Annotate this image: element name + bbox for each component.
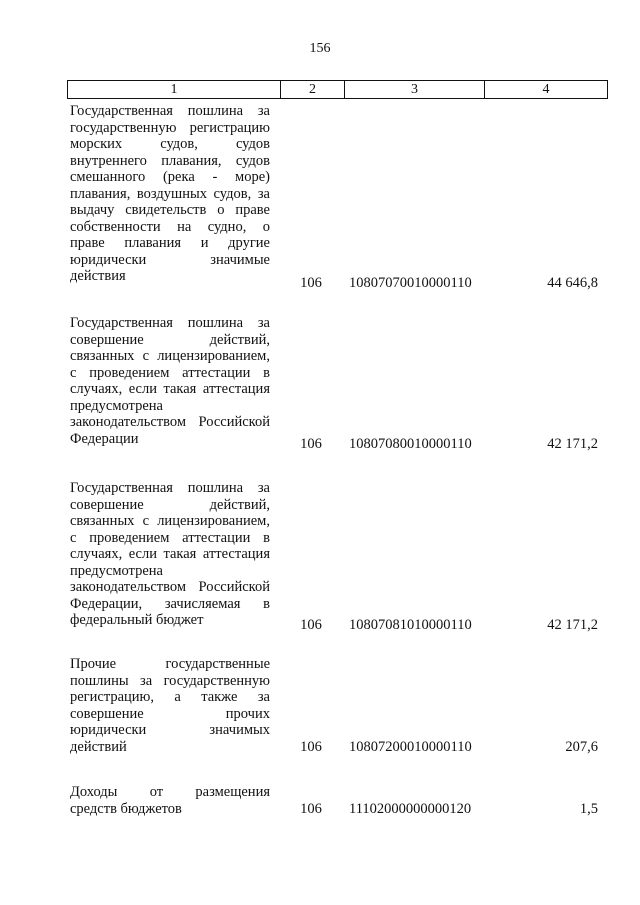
description-line: Доходы от размещения: [70, 784, 270, 800]
description-line: юридически значимые: [70, 251, 270, 268]
description-line: Прочие государственные: [70, 656, 270, 672]
table-header: [67, 80, 608, 99]
description-line: Государственная пошлина за: [70, 103, 270, 119]
description-line: совершение прочих: [70, 705, 270, 722]
description-line: выдачу свидетельств о праве: [70, 202, 270, 218]
row-description: [70, 480, 270, 629]
description-line: собственности на судно, о: [70, 218, 270, 235]
row-code: 106: [300, 801, 322, 817]
row-code: 106: [300, 436, 322, 452]
description-line: связанных с лицензированием,: [70, 513, 270, 529]
description-line: пошлины за государственную: [70, 672, 270, 689]
description-line: законодательством Российской: [70, 579, 270, 595]
row-kbk: 11102000000000120: [349, 801, 472, 817]
row-description: [70, 784, 270, 817]
row-kbk: 10807070010000110: [349, 275, 472, 291]
row-amount: 42 171,2: [547, 436, 598, 452]
description-line: Федерации, зачисляемая в: [70, 595, 270, 612]
row-amount: 207,6: [565, 739, 598, 755]
description-line: внутреннего плавания, судов: [70, 152, 270, 169]
row-amount: 44 646,8: [547, 275, 598, 291]
description-line: государственную регистрацию: [70, 119, 270, 136]
description-line: предусмотрена: [70, 397, 163, 414]
description-line: Государственная пошлина за: [70, 480, 270, 496]
row-description: [70, 656, 270, 755]
column-header-4: 4: [484, 81, 607, 98]
row-kbk: 10807200010000110: [349, 739, 472, 755]
description-line: с проведением аттестации в: [70, 529, 270, 546]
description-line: морских судов, судов: [70, 136, 270, 152]
description-line: случаях, если такая аттестация: [70, 381, 270, 397]
description-line: юридически значимых: [70, 722, 270, 738]
description-line: плавания, воздушных судов, за: [70, 185, 270, 202]
description-line: праве плавания и другие: [70, 235, 270, 251]
description-line: связанных с лицензированием,: [70, 348, 270, 364]
column-header-1: 1: [170, 82, 178, 97]
description-line: Государственная пошлина за: [70, 315, 270, 331]
row-amount: 42 171,2: [547, 617, 598, 633]
description-line: Федерации: [70, 430, 139, 447]
row-amount: 1,5: [579, 801, 598, 817]
description-line: совершение действий,: [70, 331, 270, 348]
description-line: действия: [70, 268, 126, 284]
description-line: с проведением аттестации в: [70, 364, 270, 381]
row-code: 106: [300, 275, 322, 291]
description-line: средств бюджетов: [70, 800, 182, 817]
description-line: совершение действий,: [70, 496, 270, 513]
description-line: действий: [70, 738, 127, 755]
description-line: предусмотрена: [70, 562, 163, 579]
description-line: регистрацию, а также за: [70, 689, 270, 705]
row-kbk: 10807081010000110: [349, 617, 472, 633]
row-description: [70, 103, 270, 285]
description-line: законодательством Российской: [70, 414, 270, 430]
row-code: 106: [300, 617, 322, 633]
row-code: 106: [300, 739, 322, 755]
row-kbk: 10807080010000110: [349, 436, 472, 452]
description-line: федеральный бюджет: [70, 612, 204, 628]
description-line: смешанного (река - море): [70, 169, 270, 185]
page-number: 156: [309, 41, 331, 56]
description-line: случаях, если такая аттестация: [70, 546, 270, 562]
column-header-2: 2: [280, 81, 344, 98]
column-header-3: 3: [344, 81, 484, 98]
row-description: [70, 315, 270, 447]
